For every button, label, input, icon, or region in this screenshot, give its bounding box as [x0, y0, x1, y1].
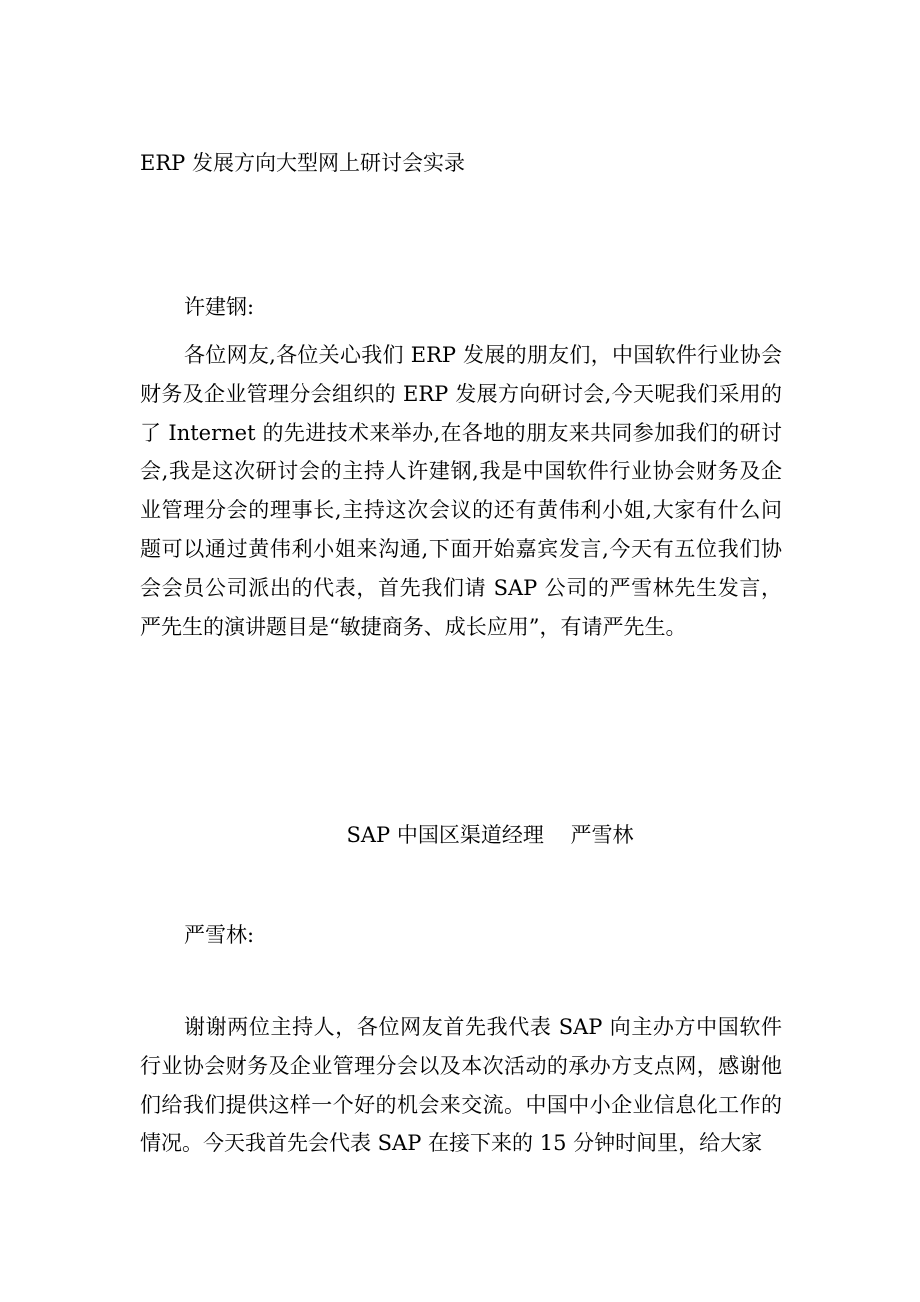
speaker-label-xu: 许建钢:	[184, 295, 255, 319]
paragraph-yan-remarks: 谢谢两位主持人，各位网友首先我代表 SAP 向主办方中国软件行业协会财务及企业管理分会以及本次活动的承办方支点网，感谢他们给我们提供这样一个好的机会来交流。中国中小企业信息化工作的情况。今天我首先会代表 SAP 在接下来的 15 分钟时间里，给大家	[140, 1015, 782, 1156]
speaker-heading-yan: SAP 中国区渠道经理 严雪林	[346, 823, 634, 847]
paragraph-opening-remarks: 各位网友,各位关心我们 ERP 发展的朋友们，中国软件行业协会财务及企业管理分会组织的 ERP 发展方向研讨会,今天呢我们采用的了 Internet 的先进技术来举办,在各地的朋友来共同参加我们的研讨会,我是这次研讨会的主持人许建钢,我是中国软件行业协会财务及企业管理分会的理事长,主持这次会议的还有黄伟利小姐,大家有什么问题可以通过黄伟利小姐来沟通,下面开始嘉宾发言,今天有五位我们协会会员公司派出的代表，首先我们请 SAP 公司的严雪林先生发言，严先生的演讲题目是“敏捷商务、成长应用”，有请严先生。	[140, 343, 782, 639]
speaker-label-yan: 严雪林:	[184, 923, 255, 947]
document-title: ERP 发展方向大型网上研讨会实录	[140, 151, 465, 175]
